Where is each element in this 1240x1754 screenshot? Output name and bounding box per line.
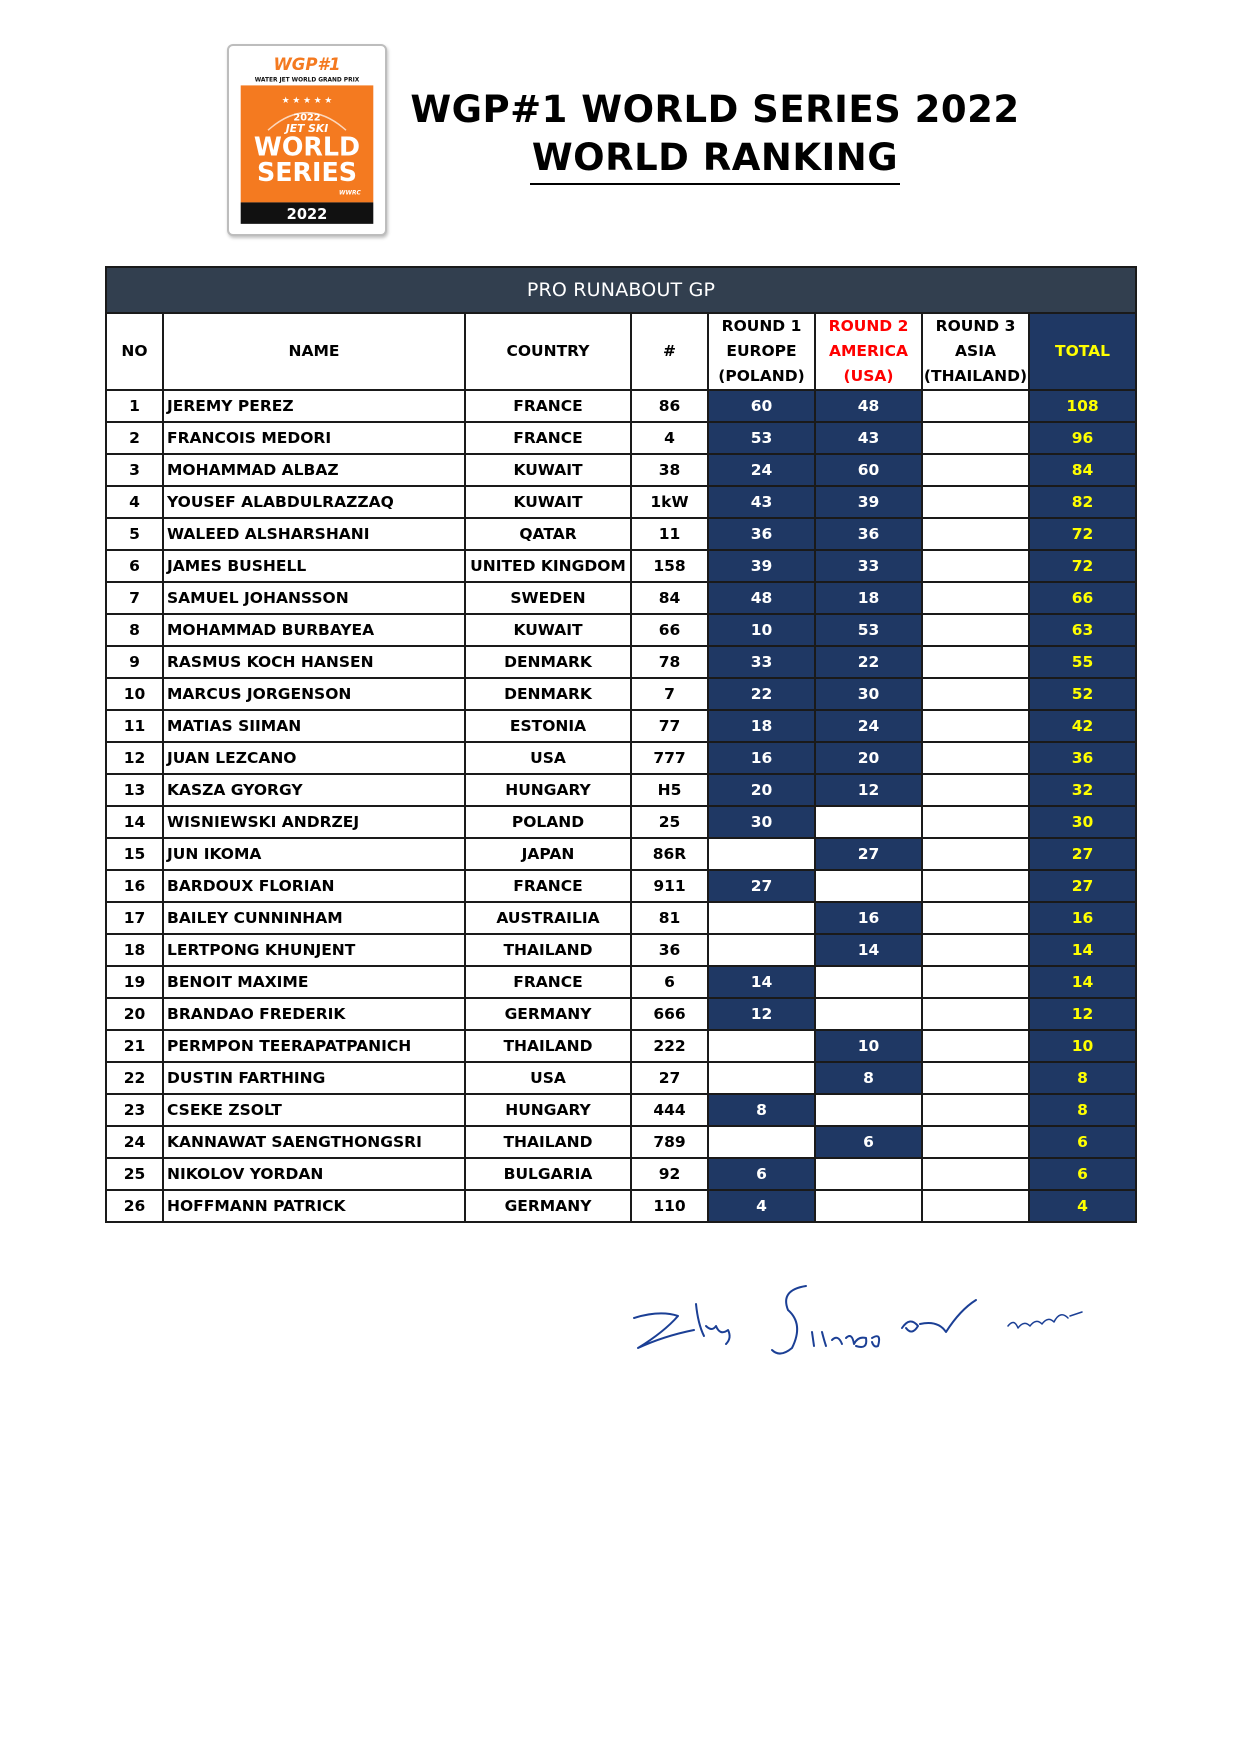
cell-round1	[708, 1126, 815, 1158]
col-number-header: #	[631, 313, 708, 390]
table-row	[106, 390, 1136, 422]
cell-country: FRANCE	[465, 390, 631, 422]
table-row	[106, 518, 1136, 550]
cell-country: KUWAIT	[465, 486, 631, 518]
cell-round1	[708, 1062, 815, 1094]
cell-round2: 27	[815, 838, 922, 870]
cell-country: JAPAN	[465, 838, 631, 870]
cell-country: THAILAND	[465, 1126, 631, 1158]
cell-round3	[922, 486, 1029, 518]
cell-country: USA	[465, 1062, 631, 1094]
cell-name: JUAN LEZCANO	[163, 742, 465, 774]
page-subtitle: WORLD RANKING	[530, 136, 900, 185]
logo-series: SERIES	[256, 156, 358, 187]
ranking-table	[105, 266, 1137, 1223]
cell-round1: 16	[708, 742, 815, 774]
col-no-header: NO	[106, 313, 163, 390]
cell-total: 52	[1029, 678, 1136, 710]
ranking-body	[106, 390, 1136, 1222]
cell-no: 3	[106, 454, 163, 486]
cell-round3	[922, 742, 1029, 774]
cell-round2: 60	[815, 454, 922, 486]
table-row	[106, 486, 1136, 518]
cell-round3	[922, 998, 1029, 1030]
cell-total: 27	[1029, 870, 1136, 902]
col-round2-header: ROUND 2 AMERICA (USA)	[815, 313, 922, 390]
logo-year-small: 2022	[293, 112, 321, 124]
cell-number: 78	[631, 646, 708, 678]
cell-no: 7	[106, 582, 163, 614]
cell-country: DENMARK	[465, 678, 631, 710]
cell-round1: 20	[708, 774, 815, 806]
cell-round2: 12	[815, 774, 922, 806]
signature-2	[772, 1286, 879, 1354]
table-row	[106, 902, 1136, 934]
cell-round2: 48	[815, 390, 922, 422]
cell-total: 30	[1029, 806, 1136, 838]
cell-number: 86R	[631, 838, 708, 870]
svg-text:★ ★ ★ ★ ★: ★ ★ ★ ★ ★	[281, 95, 333, 106]
cell-round2: 14	[815, 934, 922, 966]
cell-number: 4	[631, 422, 708, 454]
cell-total: 72	[1029, 550, 1136, 582]
cell-no: 20	[106, 998, 163, 1030]
cell-name: WALEED ALSHARSHANI	[163, 518, 465, 550]
cell-round1	[708, 902, 815, 934]
cell-round2: 33	[815, 550, 922, 582]
cell-round3	[922, 518, 1029, 550]
cell-round1: 43	[708, 486, 815, 518]
cell-round3	[922, 646, 1029, 678]
cell-number: H5	[631, 774, 708, 806]
cell-number: 444	[631, 1094, 708, 1126]
cell-total: 72	[1029, 518, 1136, 550]
cell-round1	[708, 1030, 815, 1062]
cell-round3	[922, 614, 1029, 646]
signature-3	[902, 1300, 976, 1332]
signature-1	[634, 1304, 730, 1348]
cell-country: BULGARIA	[465, 1158, 631, 1190]
cell-round2	[815, 1158, 922, 1190]
cell-number: 777	[631, 742, 708, 774]
cell-number: 666	[631, 998, 708, 1030]
cell-name: KANNAWAT SAENGTHONGSRI	[163, 1126, 465, 1158]
cell-number: 11	[631, 518, 708, 550]
cell-number: 110	[631, 1190, 708, 1222]
cell-number: 911	[631, 870, 708, 902]
logo-brand: WGP#1	[273, 54, 341, 74]
table-row	[106, 1158, 1136, 1190]
cell-name: BARDOUX FLORIAN	[163, 870, 465, 902]
cell-name: KASZA GYORGY	[163, 774, 465, 806]
cell-number: 1kW	[631, 486, 708, 518]
cell-no: 11	[106, 710, 163, 742]
cell-number: 77	[631, 710, 708, 742]
cell-country: THAILAND	[465, 1030, 631, 1062]
cell-total: 55	[1029, 646, 1136, 678]
table-row	[106, 774, 1136, 806]
cell-no: 14	[106, 806, 163, 838]
cell-round3	[922, 390, 1029, 422]
table-row	[106, 1190, 1136, 1222]
cell-no: 17	[106, 902, 163, 934]
cell-round3	[922, 710, 1029, 742]
cell-total: 66	[1029, 582, 1136, 614]
cell-total: 12	[1029, 998, 1136, 1030]
cell-name: WISNIEWSKI ANDRZEJ	[163, 806, 465, 838]
cell-total: 6	[1029, 1126, 1136, 1158]
cell-country: DENMARK	[465, 646, 631, 678]
cell-name: YOUSEF ALABDULRAZZAQ	[163, 486, 465, 518]
logo-jetski: JET SKI	[285, 122, 329, 136]
cell-round1: 12	[708, 998, 815, 1030]
cell-round2	[815, 966, 922, 998]
table-row	[106, 806, 1136, 838]
cell-round1: 36	[708, 518, 815, 550]
col-round3-header: ROUND 3 ASIA (THAILAND)	[922, 313, 1029, 390]
logo-tagline: WATER JET WORLD GRAND PRIX	[254, 77, 360, 84]
category-header: PRO RUNABOUT GP	[106, 267, 1136, 313]
table-row	[106, 1094, 1136, 1126]
signature-4	[1008, 1312, 1082, 1328]
signatures	[620, 1280, 1140, 1380]
cell-total: 108	[1029, 390, 1136, 422]
cell-country: QATAR	[465, 518, 631, 550]
cell-country: KUWAIT	[465, 454, 631, 486]
cell-name: JUN IKOMA	[163, 838, 465, 870]
cell-total: 16	[1029, 902, 1136, 934]
cell-round2: 20	[815, 742, 922, 774]
cell-no: 9	[106, 646, 163, 678]
cell-total: 27	[1029, 838, 1136, 870]
table-row	[106, 998, 1136, 1030]
table-row	[106, 614, 1136, 646]
cell-name: JAMES BUSHELL	[163, 550, 465, 582]
cell-round3	[922, 1158, 1029, 1190]
cell-country: KUWAIT	[465, 614, 631, 646]
cell-number: 86	[631, 390, 708, 422]
cell-round1	[708, 838, 815, 870]
table-row	[106, 710, 1136, 742]
cell-no: 13	[106, 774, 163, 806]
cell-total: 42	[1029, 710, 1136, 742]
cell-round3	[922, 902, 1029, 934]
cell-round3	[922, 1190, 1029, 1222]
cell-round3	[922, 934, 1029, 966]
cell-round3	[922, 1126, 1029, 1158]
cell-total: 96	[1029, 422, 1136, 454]
cell-round1: 18	[708, 710, 815, 742]
cell-name: CSEKE ZSOLT	[163, 1094, 465, 1126]
cell-no: 1	[106, 390, 163, 422]
cell-round1: 24	[708, 454, 815, 486]
cell-name: BAILEY CUNNINHAM	[163, 902, 465, 934]
cell-round3	[922, 550, 1029, 582]
col-round1-header: ROUND 1 EUROPE (POLAND)	[708, 313, 815, 390]
cell-round2: 22	[815, 646, 922, 678]
table-row	[106, 1030, 1136, 1062]
cell-round2: 8	[815, 1062, 922, 1094]
cell-country: HUNGARY	[465, 774, 631, 806]
event-logo	[227, 44, 387, 236]
table-row	[106, 966, 1136, 998]
cell-round2: 39	[815, 486, 922, 518]
cell-country: THAILAND	[465, 934, 631, 966]
cell-name: LERTPONG KHUNJENT	[163, 934, 465, 966]
cell-total: 32	[1029, 774, 1136, 806]
cell-total: 84	[1029, 454, 1136, 486]
cell-no: 10	[106, 678, 163, 710]
cell-number: 789	[631, 1126, 708, 1158]
cell-number: 92	[631, 1158, 708, 1190]
cell-round2: 53	[815, 614, 922, 646]
cell-number: 7	[631, 678, 708, 710]
cell-name: DUSTIN FARTHING	[163, 1062, 465, 1094]
cell-no: 6	[106, 550, 163, 582]
table-row	[106, 582, 1136, 614]
cell-name: MOHAMMAD ALBAZ	[163, 454, 465, 486]
cell-country: ESTONIA	[465, 710, 631, 742]
table-row	[106, 422, 1136, 454]
cell-country: AUSTRAILIA	[465, 902, 631, 934]
cell-no: 2	[106, 422, 163, 454]
cell-round1: 48	[708, 582, 815, 614]
cell-name: MOHAMMAD BURBAYEA	[163, 614, 465, 646]
cell-total: 8	[1029, 1094, 1136, 1126]
cell-number: 36	[631, 934, 708, 966]
cell-round3	[922, 966, 1029, 998]
cell-country: SWEDEN	[465, 582, 631, 614]
cell-round2	[815, 1190, 922, 1222]
cell-round2	[815, 870, 922, 902]
cell-name: RASMUS KOCH HANSEN	[163, 646, 465, 678]
cell-round1	[708, 934, 815, 966]
cell-round3	[922, 678, 1029, 710]
cell-round2: 16	[815, 902, 922, 934]
cell-round1: 6	[708, 1158, 815, 1190]
cell-round3	[922, 1030, 1029, 1062]
cell-total: 10	[1029, 1030, 1136, 1062]
cell-number: 38	[631, 454, 708, 486]
col-name-header: NAME	[163, 313, 465, 390]
cell-total: 36	[1029, 742, 1136, 774]
logo-mark: WWRC	[339, 190, 361, 197]
cell-country: FRANCE	[465, 422, 631, 454]
cell-round3	[922, 870, 1029, 902]
cell-no: 12	[106, 742, 163, 774]
table-row	[106, 870, 1136, 902]
cell-no: 4	[106, 486, 163, 518]
cell-round2: 24	[815, 710, 922, 742]
col-total-header: TOTAL	[1029, 313, 1136, 390]
cell-round2: 10	[815, 1030, 922, 1062]
cell-total: 82	[1029, 486, 1136, 518]
cell-total: 14	[1029, 966, 1136, 998]
cell-round3	[922, 454, 1029, 486]
cell-round1: 33	[708, 646, 815, 678]
table-row	[106, 550, 1136, 582]
cell-number: 84	[631, 582, 708, 614]
cell-name: BENOIT MAXIME	[163, 966, 465, 998]
cell-total: 14	[1029, 934, 1136, 966]
cell-round3	[922, 774, 1029, 806]
cell-round2: 18	[815, 582, 922, 614]
cell-no: 22	[106, 1062, 163, 1094]
table-row	[106, 1062, 1136, 1094]
cell-round1: 27	[708, 870, 815, 902]
cell-round3	[922, 422, 1029, 454]
cell-round1: 30	[708, 806, 815, 838]
cell-country: POLAND	[465, 806, 631, 838]
cell-round2	[815, 806, 922, 838]
cell-no: 16	[106, 870, 163, 902]
cell-no: 15	[106, 838, 163, 870]
cell-no: 23	[106, 1094, 163, 1126]
cell-country: FRANCE	[465, 870, 631, 902]
cell-country: FRANCE	[465, 966, 631, 998]
table-row	[106, 454, 1136, 486]
cell-round3	[922, 582, 1029, 614]
cell-country: HUNGARY	[465, 1094, 631, 1126]
cell-name: MARCUS JORGENSON	[163, 678, 465, 710]
cell-round1: 39	[708, 550, 815, 582]
cell-round1: 53	[708, 422, 815, 454]
cell-round2	[815, 1094, 922, 1126]
cell-number: 66	[631, 614, 708, 646]
cell-round1: 60	[708, 390, 815, 422]
cell-name: PERMPON TEERAPATPANICH	[163, 1030, 465, 1062]
cell-number: 81	[631, 902, 708, 934]
cell-country: UNITED KINGDOM	[465, 550, 631, 582]
cell-name: HOFFMANN PATRICK	[163, 1190, 465, 1222]
cell-total: 63	[1029, 614, 1136, 646]
logo-world: WORLD	[253, 131, 361, 162]
page-title: WGP#1 WORLD SERIES 2022	[410, 88, 1020, 131]
table-row	[106, 646, 1136, 678]
cell-number: 158	[631, 550, 708, 582]
cell-number: 27	[631, 1062, 708, 1094]
logo-year: 2022	[286, 205, 328, 223]
cell-total: 4	[1029, 1190, 1136, 1222]
cell-name: JEREMY PEREZ	[163, 390, 465, 422]
cell-round2: 6	[815, 1126, 922, 1158]
cell-round2: 36	[815, 518, 922, 550]
cell-round1: 4	[708, 1190, 815, 1222]
cell-number: 222	[631, 1030, 708, 1062]
cell-no: 8	[106, 614, 163, 646]
cell-round3	[922, 1062, 1029, 1094]
cell-name: SAMUEL JOHANSSON	[163, 582, 465, 614]
cell-round2: 43	[815, 422, 922, 454]
cell-no: 24	[106, 1126, 163, 1158]
cell-round3	[922, 806, 1029, 838]
cell-round1: 8	[708, 1094, 815, 1126]
cell-round3	[922, 838, 1029, 870]
table-row	[106, 1126, 1136, 1158]
cell-no: 18	[106, 934, 163, 966]
cell-no: 25	[106, 1158, 163, 1190]
cell-name: BRANDAO FREDERIK	[163, 998, 465, 1030]
cell-country: GERMANY	[465, 998, 631, 1030]
col-country-header: COUNTRY	[465, 313, 631, 390]
table-row	[106, 678, 1136, 710]
cell-country: USA	[465, 742, 631, 774]
cell-round1: 22	[708, 678, 815, 710]
cell-country: GERMANY	[465, 1190, 631, 1222]
cell-no: 19	[106, 966, 163, 998]
cell-round2: 30	[815, 678, 922, 710]
cell-name: MATIAS SIIMAN	[163, 710, 465, 742]
cell-round1: 10	[708, 614, 815, 646]
cell-round3	[922, 1094, 1029, 1126]
table-row	[106, 742, 1136, 774]
cell-no: 21	[106, 1030, 163, 1062]
cell-no: 26	[106, 1190, 163, 1222]
cell-total: 6	[1029, 1158, 1136, 1190]
cell-name: FRANCOIS MEDORI	[163, 422, 465, 454]
cell-no: 5	[106, 518, 163, 550]
cell-number: 6	[631, 966, 708, 998]
cell-round1: 14	[708, 966, 815, 998]
cell-round2	[815, 998, 922, 1030]
cell-number: 25	[631, 806, 708, 838]
cell-total: 8	[1029, 1062, 1136, 1094]
table-row	[106, 838, 1136, 870]
cell-name: NIKOLOV YORDAN	[163, 1158, 465, 1190]
table-row	[106, 934, 1136, 966]
